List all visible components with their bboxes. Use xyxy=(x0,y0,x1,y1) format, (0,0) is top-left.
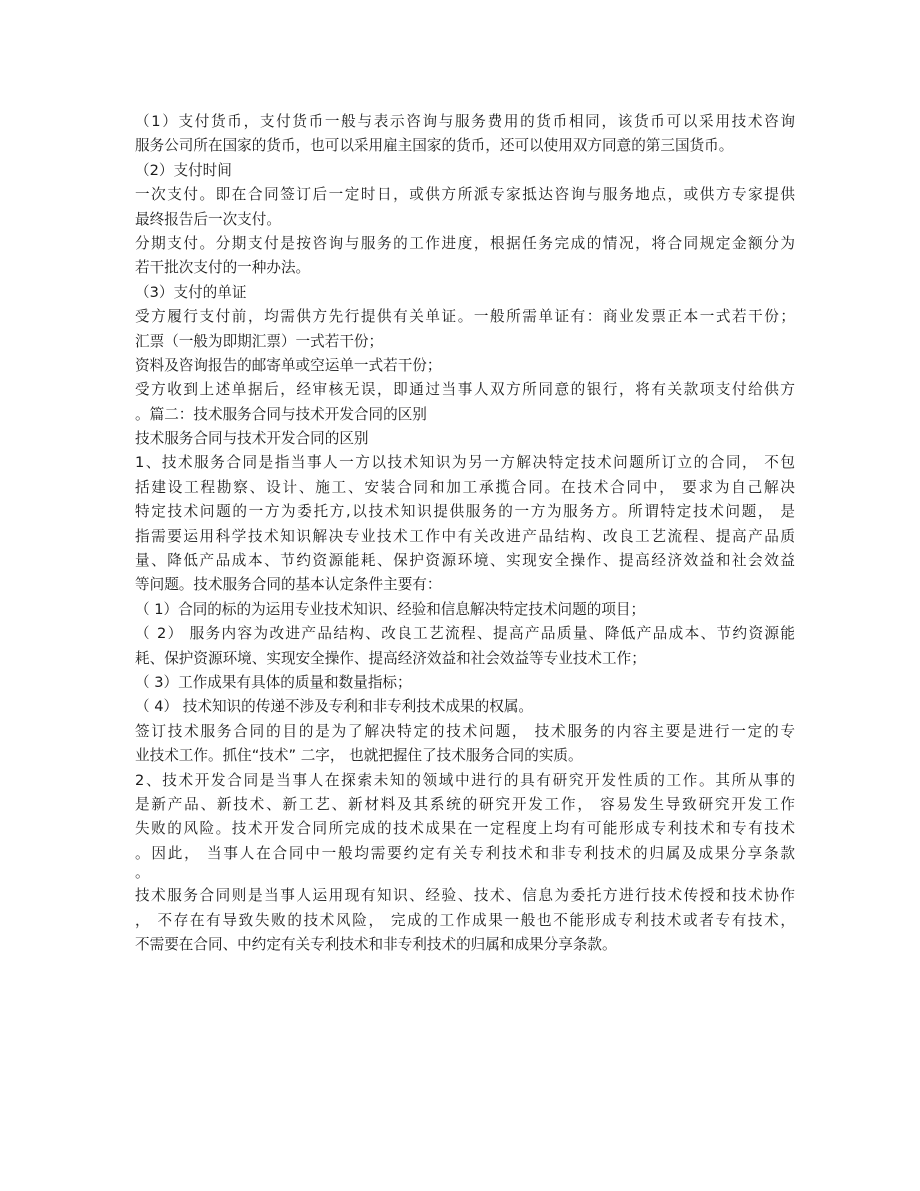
text-line: 一次支付。即在合同签订后一定时日，或供方所派专家抵达咨询与服务地点，或供方专家提供 xyxy=(135,186,795,204)
document-body xyxy=(135,110,795,957)
text-line: ， 不存在有导致失败的技术风险， 完成的工作成果一般也不能形成专利技术或者专有技术， xyxy=(135,911,795,929)
text-line: 。篇二：技术服务合同与技术开发合同的区别 xyxy=(135,405,427,423)
text-line: 业技术工作。抓住“技术” 二字， 也就把握住了技术服务合同的实质。 xyxy=(135,747,583,765)
text-line: 技术服务合同与技术开发合同的区别 xyxy=(135,430,369,448)
text-line: 耗、保护资源环境、实现安全操作、提高经济效益和社会效益等专业技术工作； xyxy=(135,649,646,667)
text-line: 受方履行支付前，均需供方先行提供有关单证。一般所需单证有：商业发票正本一式若干份； xyxy=(135,308,795,326)
text-line: 2、技术开发合同是当事人在探索未知的领域中进行的具有研究开发性质的工作。其所从事的 xyxy=(135,771,795,789)
text-line: （ 4） 技术知识的传递不涉及专利和非专利技术成果的权属。 xyxy=(135,698,534,716)
text-line: 是新产品、新技术、新工艺、新材料及其系统的研究开发工作， 容易发生导致研究开发工作 xyxy=(135,795,795,813)
text-line: 括建设工程勘察、设计、施工、安装合同和加工承揽合同。在技术合同中， 要求为自己解决 xyxy=(135,478,795,496)
text-line: （ 1）合同的标的为运用专业技术知识、经验和信息解决特定技术问题的项目； xyxy=(135,600,646,618)
text-line: 1、技术服务合同是指当事人一方以技术知识为另一方解决特定技术问题所订立的合同， 不包 xyxy=(135,454,795,472)
text-line: 指需要运用科学技术知识解决专业技术工作中有关改进产品结构、改良工艺流程、提高产品质 xyxy=(135,527,795,545)
text-line: 受方收到上述单据后，经审核无误，即通过当事人双方所同意的银行，将有关款项支付给供方 xyxy=(135,381,795,399)
text-line: 分期支付。分期支付是按咨询与服务的工作进度，根据任务完成的情况，将合同规定金额分为 xyxy=(135,234,795,252)
text-line: 失败的风险。技术开发合同所完成的技术成果在一定程度上均有可能形成专利技术和专有技术 xyxy=(135,820,795,838)
text-line: 。因此， 当事人在合同中一般均需要约定有关专利技术和非专利技术的归属及成果分享条款 xyxy=(135,844,795,862)
text-line: 签订技术服务合同的目的是为了解决特定的技术问题， 技术服务的内容主要是进行一定的专 xyxy=(135,722,795,740)
text-line: 汇票（一般为即期汇票）一式若干份； xyxy=(135,332,384,350)
text-line: （2）支付时间 xyxy=(135,161,232,179)
text-line: 服务公司所在国家的货币，也可以采用雇主国家的货币，还可以使用双方同意的第三国货币。 xyxy=(135,137,734,155)
text-line: （1）支付货币，支付货币一般与表示咨询与服务费用的货币相同，该货币可以采用技术咨询 xyxy=(135,113,795,130)
text-line: 量、降低产品成本、节约资源能耗、保护资源环境、实现安全操作、提高经济效益和社会效益 xyxy=(135,552,795,570)
text-line: 若干批次支付的一种办法。 xyxy=(135,259,311,277)
text-line: 最终报告后一次支付。 xyxy=(135,210,281,228)
text-line: （ 2） 服务内容为改进产品结构、改良工艺流程、提高产品质量、降低产品成本、节约资源能 xyxy=(135,625,795,643)
text-line: 不需要在合同、中约定有关专利技术和非专利技术的归属和成果分享条款。 xyxy=(135,935,617,953)
text-line: 特定技术问题的一方为委托方,以技术知识提供服务的一方为服务方。所谓特定技术问题， 是 xyxy=(135,503,795,521)
text-line: （ 3）工作成果有具体的质量和数量指标； xyxy=(135,673,412,691)
text-line: 资料及咨询报告的邮寄单或空运单一式若干份； xyxy=(135,356,442,374)
text-line: 技术服务合同则是当事人运用现有知识、经验、技术、信息为委托方进行技术传授和技术协作 xyxy=(135,887,795,905)
text-line: 等问题。技术服务合同的基本认定条件主要有： xyxy=(135,576,442,594)
text-line: （3）支付的单证 xyxy=(135,283,247,301)
text-line: 。 xyxy=(135,864,150,882)
